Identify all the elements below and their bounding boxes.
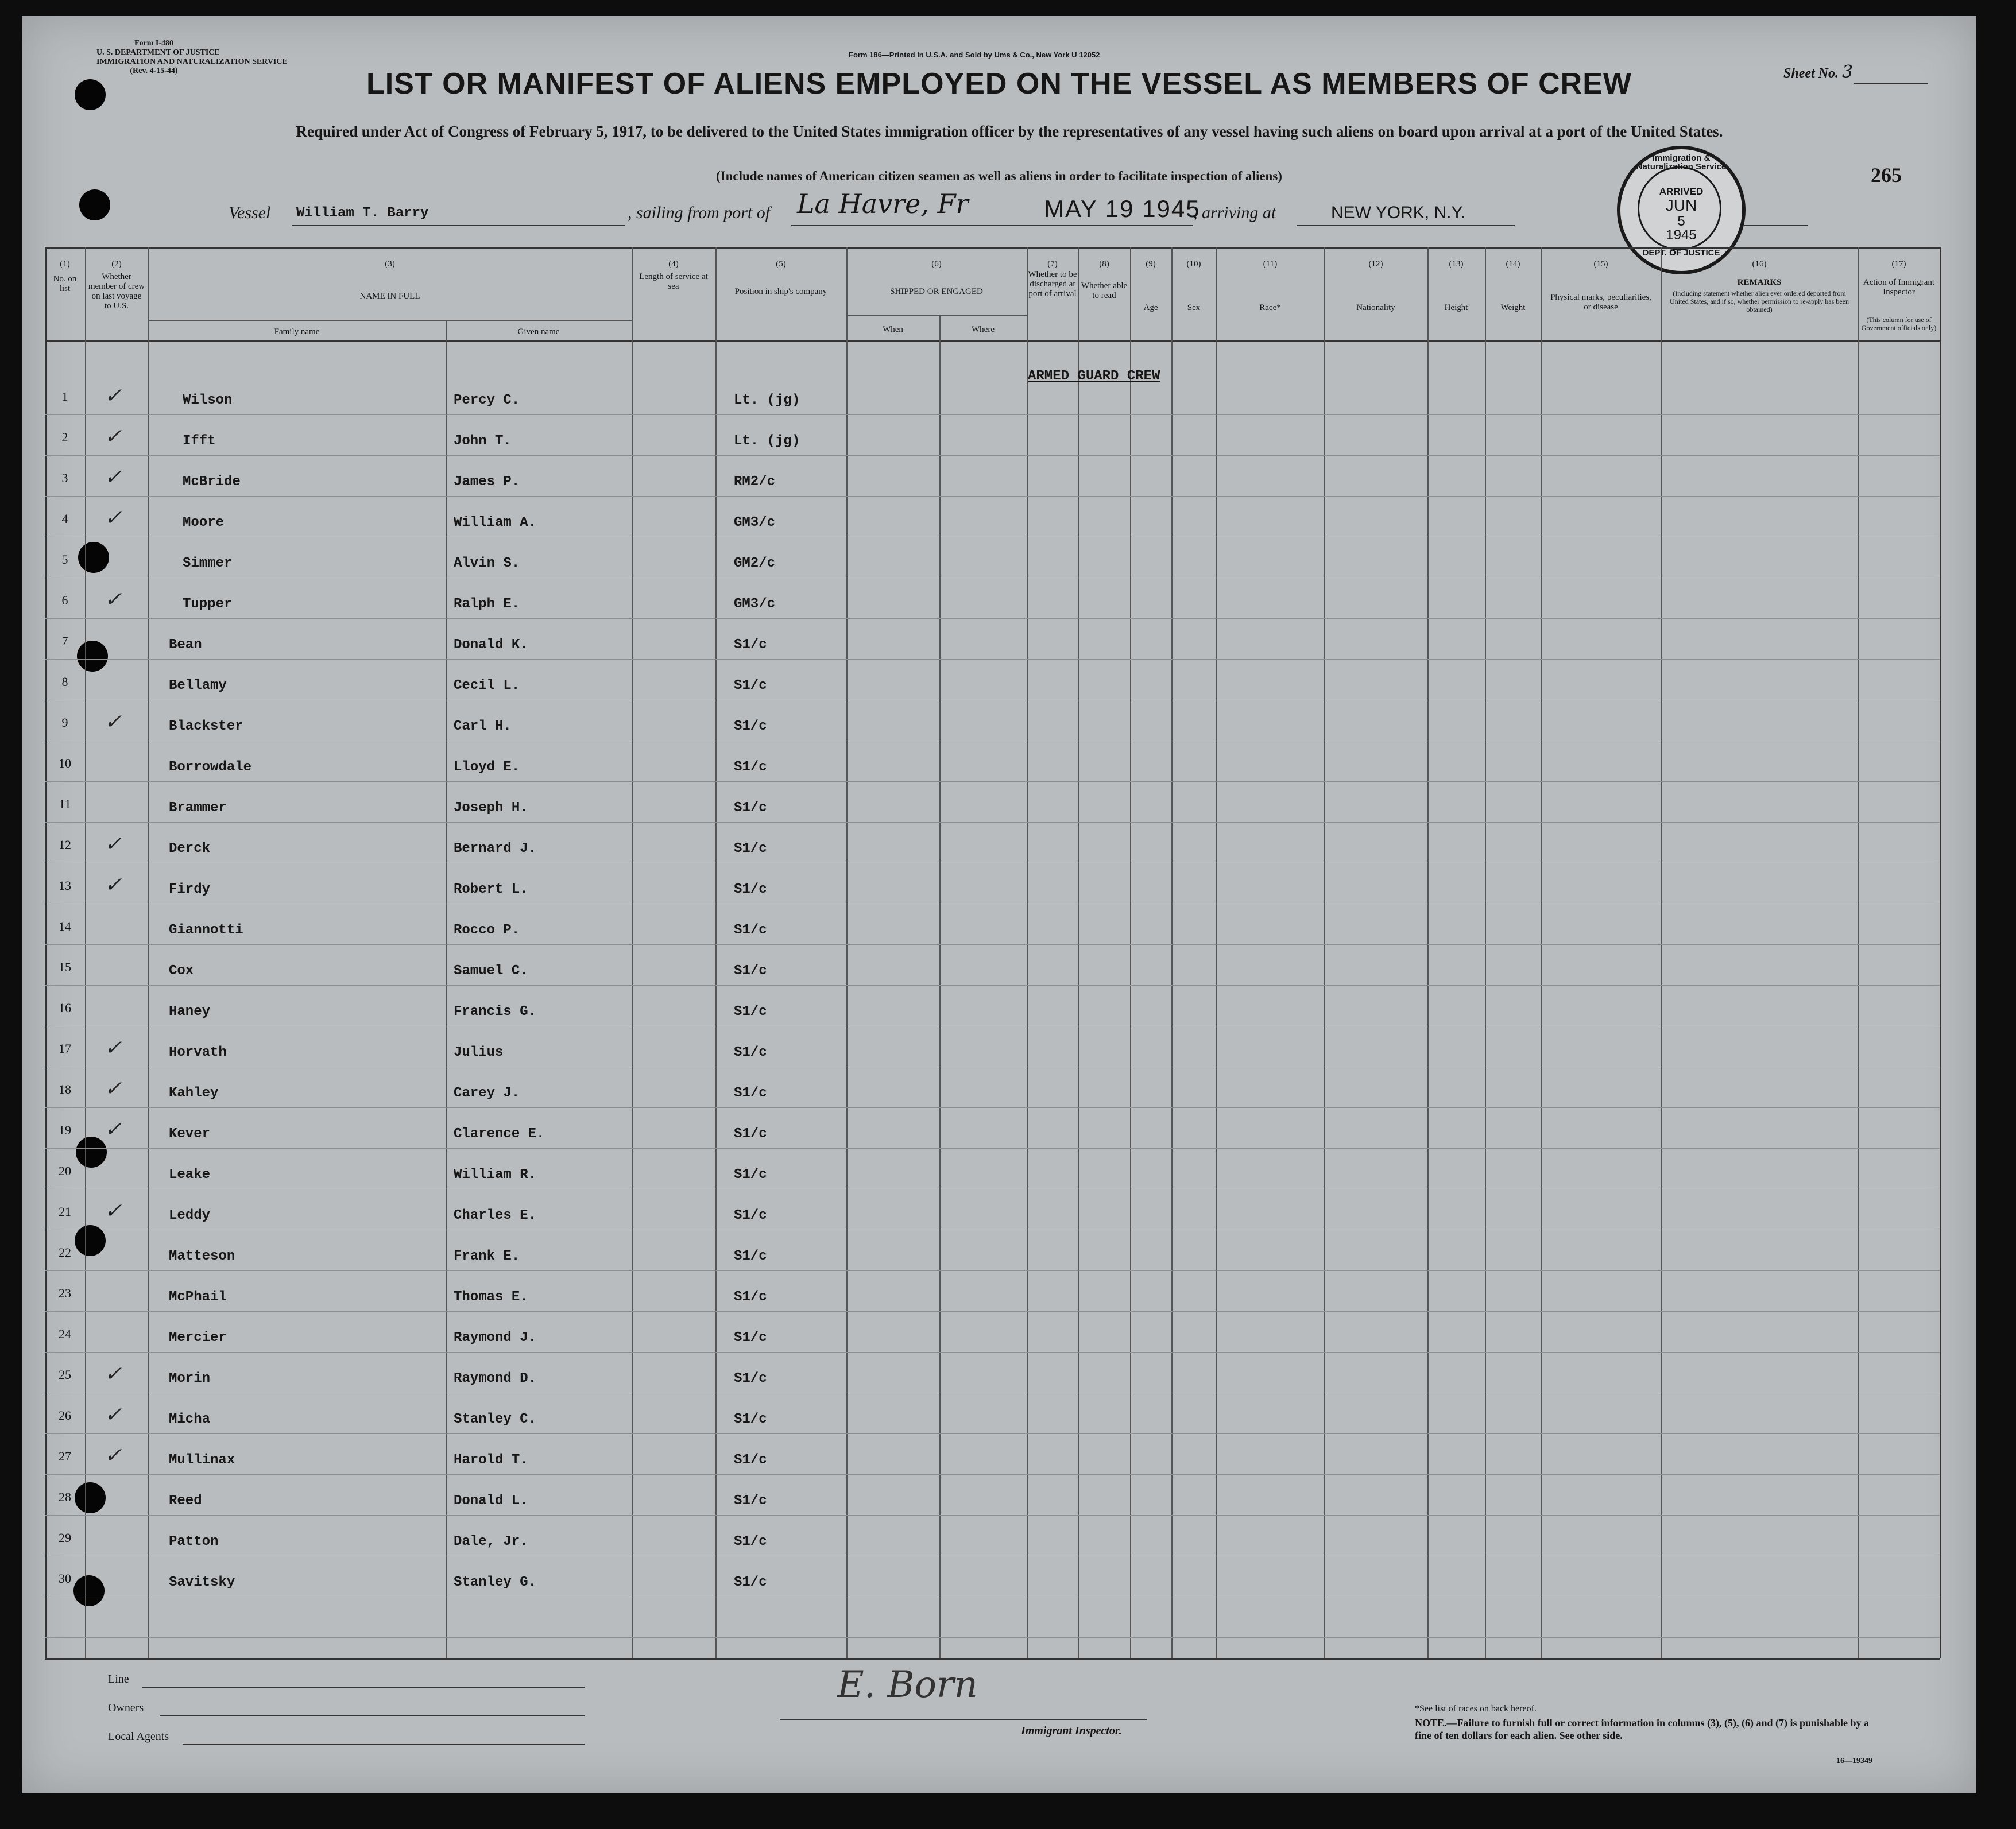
given-name: Stanley C. <box>454 1412 537 1427</box>
revision: (Rev. 4-15-44) <box>130 67 178 75</box>
ship-position: S1/c <box>734 800 767 816</box>
crew-checkmark: ✓ <box>105 1077 122 1100</box>
row-rule <box>45 618 1940 619</box>
col-num-16: (16) <box>1752 259 1767 269</box>
requirement-text: Required under Act of Congress of February 5, 1917, to be delivered to the United States immigration officer by the representatives of any vessel having such aliens on board upon arrival at a port of the United States. <box>296 123 1723 140</box>
year-underline <box>1744 225 1808 226</box>
table-bottom-rule <box>45 1658 1940 1660</box>
ship-position: S1/c <box>734 882 767 897</box>
sailing-date: MAY 19 1945 <box>1044 195 1201 222</box>
manifest-sheet <box>22 16 1976 1793</box>
arriving-port: NEW YORK, N.Y. <box>1331 203 1465 222</box>
row-number: 20 <box>59 1164 71 1178</box>
crew-checkmark: ✓ <box>105 466 122 489</box>
family-name: Haney <box>169 1004 211 1020</box>
column-rule <box>1858 247 1859 1658</box>
given-name: Frank E. <box>454 1249 520 1264</box>
crew-checkmark: ✓ <box>105 506 122 529</box>
row-number: 21 <box>59 1204 71 1219</box>
col-num-9: (9) <box>1146 259 1156 269</box>
column-rule <box>148 247 149 1658</box>
row-number: 6 <box>61 593 68 607</box>
given-name: Rocco P. <box>454 923 520 938</box>
line-label: Line <box>108 1673 129 1685</box>
ship-position: S1/c <box>734 963 767 979</box>
given-name: Donald L. <box>454 1493 528 1509</box>
family-name: Tupper <box>183 596 233 612</box>
col-num-12: (12) <box>1368 259 1383 269</box>
sailing-port: La Havre, Fr <box>797 188 969 219</box>
inspector-label: Immigrant Inspector. <box>1021 1725 1122 1737</box>
row-number: 8 <box>61 675 68 689</box>
row-rule <box>45 1270 1940 1271</box>
col-header-position: Position in ship's company <box>734 287 827 296</box>
stamp-top-text: Immigration & Naturalization Service <box>1636 153 1727 172</box>
header-bottom-rule <box>45 340 1940 342</box>
ship-position: S1/c <box>734 1534 767 1549</box>
sheet-number: 3 <box>1842 62 1854 82</box>
column-rule <box>1661 247 1662 1658</box>
family-name: McPhail <box>169 1289 227 1305</box>
row-rule <box>45 1352 1940 1353</box>
col-num-4: (4) <box>668 259 679 269</box>
row-number: 29 <box>59 1530 71 1545</box>
ship-position: S1/c <box>734 719 767 734</box>
given-name: Bernard J. <box>454 841 537 857</box>
stamp-bottom-text: DEPT. OF JUSTICE <box>1642 248 1720 258</box>
row-rule <box>45 944 1940 945</box>
family-name: Mullinax <box>169 1452 235 1468</box>
crew-checkmark: ✓ <box>105 873 122 896</box>
row-number: 7 <box>61 634 68 648</box>
family-name: Moore <box>183 515 225 530</box>
col-num-10: (10) <box>1186 259 1201 269</box>
row-rule <box>45 1148 1940 1149</box>
sailing-underline <box>791 225 1193 226</box>
row-rule <box>45 1107 1940 1108</box>
ship-position: Lt. (jg) <box>734 433 800 449</box>
given-name: William A. <box>454 515 537 530</box>
ship-position: S1/c <box>734 637 767 653</box>
arriving-underline <box>1297 225 1515 226</box>
row-number: 23 <box>59 1286 71 1300</box>
column-rule-subname <box>446 320 447 1658</box>
given-name: Donald K. <box>454 637 528 653</box>
family-name: Ifft <box>183 433 216 449</box>
ship-position: S1/c <box>734 1412 767 1427</box>
given-name: Francis G. <box>454 1004 537 1020</box>
shipped-subheader-rule <box>846 315 1027 316</box>
row-number: 17 <box>59 1041 71 1056</box>
family-name: Horvath <box>169 1045 227 1060</box>
row-rule <box>45 1433 1940 1434</box>
vessel-name: William T. Barry <box>296 206 429 221</box>
column-rule <box>1541 247 1542 1658</box>
row-number: 18 <box>59 1082 71 1096</box>
family-name: Leddy <box>169 1208 211 1223</box>
column-rule-subshipped <box>939 315 941 1658</box>
row-number: 13 <box>59 878 71 893</box>
inspector-signature: E. Born <box>837 1664 978 1706</box>
service-name: IMMIGRATION AND NATURALIZATION SERVICE <box>96 57 288 66</box>
given-name: Robert L. <box>454 882 528 897</box>
column-rule <box>1130 247 1131 1658</box>
row-rule <box>45 1637 1940 1638</box>
row-rule <box>45 1596 1940 1597</box>
printer-note: Form 186—Printed in U.S.A. and Sold by Ums & Co., New York U 12052 <box>849 51 1100 59</box>
given-name: Julius <box>454 1045 504 1060</box>
row-rule <box>45 822 1940 823</box>
family-name: Kever <box>169 1126 211 1142</box>
family-name: Patton <box>169 1534 219 1549</box>
stamp-day: 5 <box>1677 214 1685 229</box>
given-name: Cecil L. <box>454 678 520 693</box>
col-header-weight: Weight <box>1500 303 1526 312</box>
col-header-name: NAME IN FULL <box>359 292 420 301</box>
crew-checkmark: ✓ <box>105 1403 122 1426</box>
row-number: 24 <box>59 1327 71 1341</box>
family-name: Kahley <box>169 1086 219 1101</box>
ship-position: RM2/c <box>734 474 776 490</box>
col-header-last-voyage: Whether member of crew on last voyage to U.S. <box>88 272 145 311</box>
crew-checkmark: ✓ <box>105 425 122 448</box>
agents-underline <box>183 1744 585 1745</box>
row-rule <box>45 455 1940 456</box>
page-title: LIST OR MANIFEST OF ALIENS EMPLOYED ON THE VESSEL AS MEMBERS OF CREW <box>366 67 1632 100</box>
row-number: 15 <box>59 960 71 974</box>
given-name: Lloyd E. <box>454 760 520 775</box>
table-right-rule <box>1940 247 1941 1658</box>
col-header-given: Given name <box>517 327 560 336</box>
family-name: Savitsky <box>169 1575 235 1590</box>
name-subheader-rule <box>148 320 632 321</box>
given-name: James P. <box>454 474 520 490</box>
col-header-family: Family name <box>274 327 320 336</box>
col-header-action-note: (This column for use of Government officials only) <box>1861 316 1937 332</box>
column-rule <box>632 247 633 1658</box>
family-name: Cox <box>169 963 194 979</box>
row-number: 19 <box>59 1123 71 1137</box>
col-header-remarks: REMARKS <box>1737 278 1782 287</box>
given-name: Stanley G. <box>454 1575 537 1590</box>
given-name: Dale, Jr. <box>454 1534 528 1549</box>
col-num-13: (13) <box>1449 259 1464 269</box>
column-rule <box>85 247 86 1658</box>
ship-position: S1/c <box>734 1004 767 1020</box>
column-rule <box>1027 247 1028 1658</box>
arriving-label: , arriving at <box>1193 203 1276 222</box>
crew-checkmark: ✓ <box>105 588 122 611</box>
col-header-service: Length of service at sea <box>639 272 708 291</box>
ship-position: S1/c <box>734 1086 767 1101</box>
agents-label: Local Agents <box>108 1730 169 1743</box>
given-name: Harold T. <box>454 1452 528 1468</box>
row-rule <box>45 414 1940 415</box>
given-name: Alvin S. <box>454 556 520 571</box>
given-name: Ralph E. <box>454 596 520 612</box>
row-rule <box>45 1311 1940 1312</box>
given-name: Joseph H. <box>454 800 528 816</box>
given-name: Carey J. <box>454 1086 520 1101</box>
row-number: 2 <box>61 430 68 444</box>
col-num-2: (2) <box>111 259 122 269</box>
row-rule <box>45 659 1940 660</box>
col-num-1: (1) <box>60 259 70 269</box>
col-num-17: (17) <box>1891 259 1906 269</box>
column-rule <box>1485 247 1486 1658</box>
given-name: Raymond J. <box>454 1330 537 1346</box>
vessel-underline <box>292 225 625 226</box>
given-name: Charles E. <box>454 1208 537 1223</box>
col-header-shipped: SHIPPED OR ENGAGED <box>890 287 983 296</box>
page-number: 265 <box>1871 164 1902 187</box>
column-rule <box>715 247 717 1658</box>
row-number: 5 <box>61 552 68 567</box>
stamp-month: JUN <box>1665 196 1697 214</box>
races-note: *See list of races on back hereof. <box>1415 1704 1537 1714</box>
family-name: Mercier <box>169 1330 227 1346</box>
col-header-no: No. on list <box>53 274 77 293</box>
row-rule <box>45 496 1940 497</box>
binder-hole <box>79 189 110 220</box>
family-name: Wilson <box>183 393 233 408</box>
col-num-7: (7) <box>1047 259 1058 269</box>
row-rule <box>45 985 1940 986</box>
family-name: Bellamy <box>169 678 227 693</box>
family-name: Brammer <box>169 800 227 816</box>
owners-label: Owners <box>108 1702 144 1714</box>
owners-underline <box>160 1715 585 1716</box>
family-name: Morin <box>169 1371 211 1386</box>
given-name: Thomas E. <box>454 1289 528 1305</box>
ship-position: S1/c <box>734 1330 767 1346</box>
column-rule <box>1216 247 1217 1658</box>
col-header-action: Action of Immigrant Inspector <box>1863 278 1935 297</box>
col-num-15: (15) <box>1593 259 1608 269</box>
family-name: Simmer <box>183 556 233 571</box>
row-rule <box>45 1515 1940 1516</box>
table-left-rule <box>45 247 47 1658</box>
manifest-table <box>45 247 1940 1658</box>
ship-position: Lt. (jg) <box>734 393 800 408</box>
form-number: Form I-480 <box>134 39 174 48</box>
ship-position: S1/c <box>734 1371 767 1386</box>
col-header-age: Age <box>1143 303 1158 312</box>
section-label: ARMED GUARD CREW <box>1028 369 1160 384</box>
ship-position: S1/c <box>734 1126 767 1142</box>
given-name: Carl H. <box>454 719 512 734</box>
crew-checkmark: ✓ <box>105 1362 122 1385</box>
col-header-sex: Sex <box>1187 303 1201 312</box>
ship-position: S1/c <box>734 1493 767 1509</box>
ship-position: S1/c <box>734 841 767 857</box>
col-num-14: (14) <box>1506 259 1520 269</box>
table-top-rule <box>45 247 1940 249</box>
crew-checkmark: ✓ <box>105 1118 122 1141</box>
col-header-where: Where <box>972 325 995 334</box>
vessel-label: Vessel <box>229 203 271 222</box>
family-name: Leake <box>169 1167 211 1183</box>
family-name: Giannotti <box>169 923 243 938</box>
family-name: Blackster <box>169 719 243 734</box>
row-number: 3 <box>61 471 68 485</box>
family-name: McBride <box>183 474 241 490</box>
row-number: 9 <box>61 715 68 730</box>
col-header-remarks-note: (Including statement whether alien ever ordered deported from United States, and if so, whether permission to re-apply has been obtained) <box>1670 289 1849 313</box>
row-number: 28 <box>59 1490 71 1504</box>
family-name: Borrowdale <box>169 760 252 775</box>
row-number: 10 <box>59 756 71 770</box>
ship-position: S1/c <box>734 1208 767 1223</box>
ship-position: S1/c <box>734 1249 767 1264</box>
row-number: 22 <box>59 1245 71 1260</box>
family-name: Derck <box>169 841 211 857</box>
row-number: 4 <box>61 512 68 526</box>
ship-position: S1/c <box>734 1575 767 1590</box>
col-header-height: Height <box>1444 303 1468 312</box>
crew-checkmark: ✓ <box>105 1199 122 1222</box>
row-rule <box>45 781 1940 782</box>
row-number: 1 <box>61 389 68 404</box>
row-number: 26 <box>59 1408 71 1423</box>
ship-position: GM3/c <box>734 596 776 612</box>
column-rule <box>1078 247 1079 1658</box>
row-number: 11 <box>59 797 71 811</box>
column-rule <box>1324 247 1325 1658</box>
col-num-8: (8) <box>1099 259 1109 269</box>
ship-position: S1/c <box>734 1167 767 1183</box>
row-rule <box>45 1474 1940 1475</box>
col-header-when: When <box>883 325 903 334</box>
ship-position: S1/c <box>734 1289 767 1305</box>
crew-checkmark: ✓ <box>105 710 122 733</box>
row-number: 25 <box>59 1367 71 1382</box>
department: U. S. DEPARTMENT OF JUSTICE <box>96 48 220 57</box>
given-name: William R. <box>454 1167 537 1183</box>
given-name: Samuel C. <box>454 963 528 979</box>
family-name: Reed <box>169 1493 202 1509</box>
given-name: Clarence E. <box>454 1126 545 1142</box>
row-number: 14 <box>59 919 71 933</box>
col-header-read: Whether able to read <box>1081 281 1128 300</box>
family-name: Matteson <box>169 1249 235 1264</box>
col-header-discharged: Whether to be discharged at port of arrival <box>1028 270 1077 299</box>
include-note: (Include names of American citizen seamen as well as aliens in order to facilitate inspection of aliens) <box>716 169 1282 183</box>
row-number: 16 <box>59 1001 71 1015</box>
column-rule <box>1427 247 1429 1658</box>
col-num-3: (3) <box>385 259 395 269</box>
ship-position: S1/c <box>734 1452 767 1468</box>
crew-checkmark: ✓ <box>105 1036 122 1059</box>
ship-position: GM2/c <box>734 556 776 571</box>
row-number: 30 <box>59 1571 71 1586</box>
stamp-year: 1945 <box>1666 227 1697 243</box>
penalty-note: NOTE.—Failure to furnish full or correct information in columns (3), (5), (6) and (7) is punishable by a fine of ten dollars for each alien. See other side. <box>1415 1717 1870 1741</box>
stamp-status: ARRIVED <box>1659 186 1704 197</box>
crew-checkmark: ✓ <box>105 832 122 855</box>
family-name: Micha <box>169 1412 211 1427</box>
given-name: Percy C. <box>454 393 520 408</box>
col-header-physical: Physical marks, peculiarities, or disease <box>1550 293 1651 312</box>
col-header-nationality: Nationality <box>1356 303 1395 312</box>
column-rule <box>846 247 848 1658</box>
signature-underline <box>780 1719 1147 1720</box>
col-num-5: (5) <box>776 259 786 269</box>
sailing-label: , sailing from port of <box>628 203 771 222</box>
ship-position: S1/c <box>734 923 767 938</box>
row-number: 27 <box>59 1449 71 1463</box>
crew-checkmark: ✓ <box>105 384 122 407</box>
ship-position: S1/c <box>734 1045 767 1060</box>
row-number: 12 <box>59 838 71 852</box>
column-rule <box>1171 247 1173 1658</box>
line-underline <box>142 1687 585 1688</box>
col-num-6: (6) <box>931 259 942 269</box>
col-num-11: (11) <box>1263 259 1278 269</box>
crew-checkmark: ✓ <box>105 1444 122 1467</box>
ship-position: S1/c <box>734 760 767 775</box>
sheet-label-text: Sheet No. <box>1783 66 1839 81</box>
given-name: John T. <box>454 433 512 449</box>
ship-position: GM3/c <box>734 515 776 530</box>
col-header-race: Race* <box>1259 303 1281 312</box>
family-name: Bean <box>169 637 202 653</box>
ship-position: S1/c <box>734 678 767 693</box>
family-name: Firdy <box>169 882 211 897</box>
form-code: 16—19349 <box>1836 1757 1872 1765</box>
given-name: Raymond D. <box>454 1371 537 1386</box>
